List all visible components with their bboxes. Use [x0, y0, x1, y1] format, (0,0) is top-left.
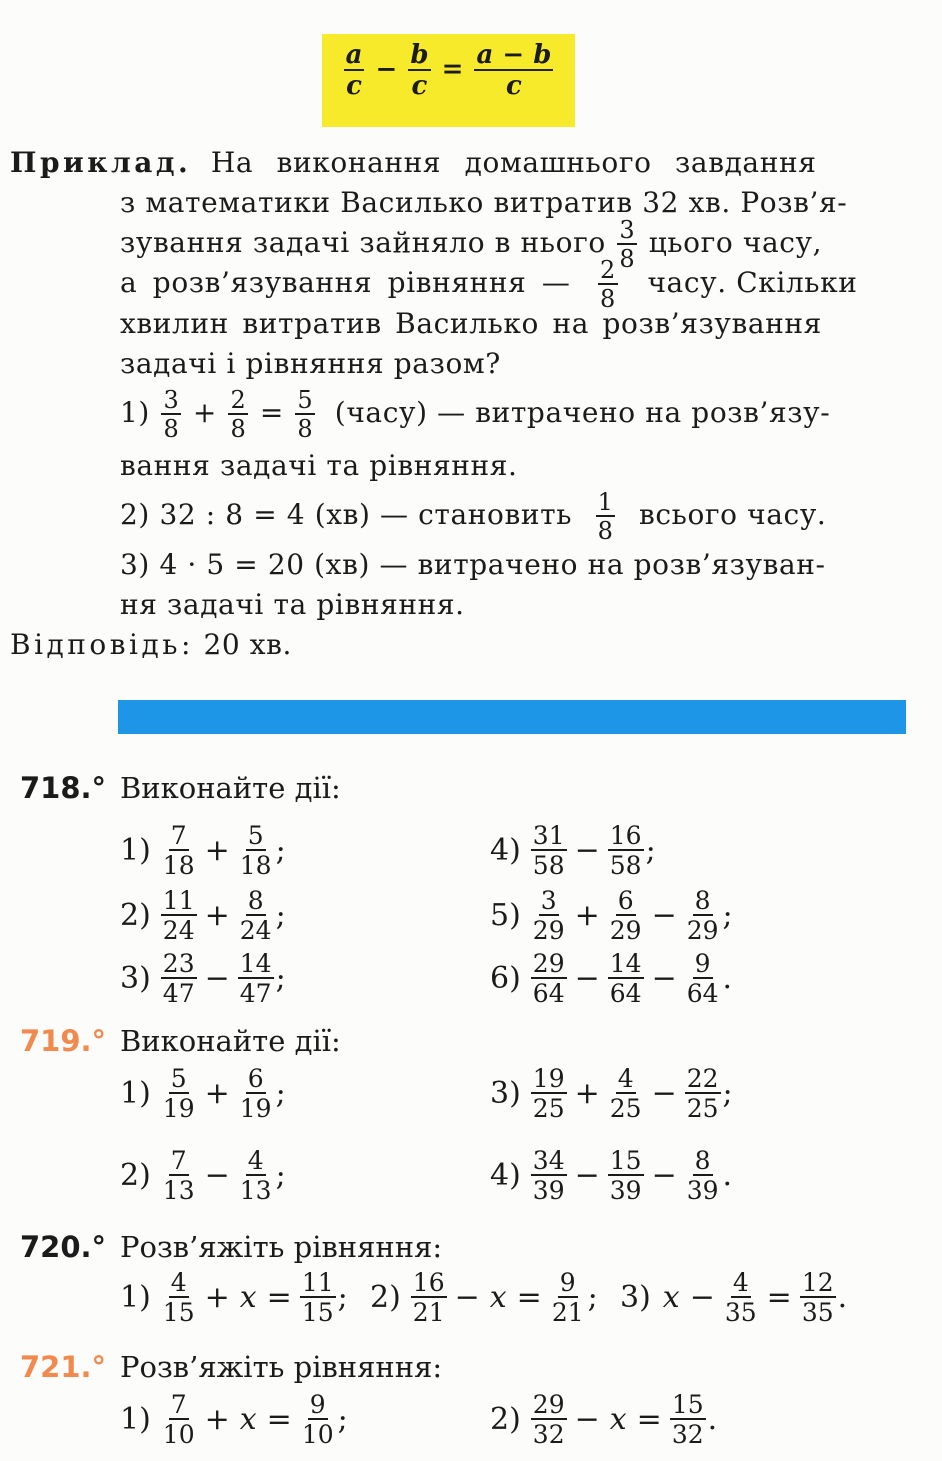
denominator: 32	[532, 1420, 565, 1449]
numerator: 7	[170, 821, 187, 850]
variable: x	[609, 1402, 627, 1437]
operator: =	[266, 1402, 292, 1437]
fraction	[550, 1270, 586, 1325]
ex719-item-2	[120, 1148, 286, 1203]
numerator: 29	[532, 1390, 565, 1419]
denominator: 10	[301, 1420, 334, 1449]
numerator: 34	[532, 1146, 565, 1175]
solution-step-2: 2) 32 : 8 = 4 (хв) — становить $\frac{1}{8}$ всього часу.	[120, 488, 827, 545]
numerator: 9	[559, 1268, 576, 1297]
denominator: 29	[609, 916, 642, 945]
ex720-item-3	[620, 1270, 847, 1325]
section-divider-bar	[118, 700, 906, 734]
terminator: ;	[275, 898, 286, 933]
fraction	[531, 1148, 567, 1203]
denominator: 29	[686, 916, 719, 945]
denominator: 64	[686, 979, 719, 1008]
item-label: 3)	[620, 1280, 651, 1315]
fraction	[238, 1066, 274, 1121]
example-line-6: задачі і рівняння разом?	[120, 347, 501, 380]
operator: +	[204, 833, 230, 868]
denominator: 13	[162, 1176, 195, 1205]
fraction	[238, 888, 274, 943]
item-label: 5)	[490, 898, 521, 933]
denominator: 15	[162, 1298, 195, 1327]
terminator: ;	[337, 1280, 348, 1315]
fraction	[608, 1066, 644, 1121]
denominator: 58	[609, 851, 642, 880]
fraction	[608, 823, 644, 878]
terminator: ;	[275, 1158, 286, 1193]
operator: +	[204, 1076, 230, 1111]
terminator: ;	[275, 1076, 286, 1111]
ex721-item-2	[490, 1392, 717, 1447]
ex718-item-4	[490, 823, 656, 878]
operator: =	[766, 1280, 792, 1315]
denominator: 64	[609, 979, 642, 1008]
numerator: 5	[247, 821, 264, 850]
item-label: 2)	[370, 1280, 401, 1315]
terminator: ;	[275, 961, 286, 996]
denominator: 19	[162, 1094, 195, 1123]
exercise-719-number: 719.°	[20, 1024, 107, 1058]
item-label: 1)	[120, 1280, 151, 1315]
item-label: 4)	[490, 1158, 521, 1193]
fraction	[531, 1066, 567, 1121]
operator: −	[651, 961, 677, 996]
numerator: 5	[170, 1064, 187, 1093]
numerator: 6	[617, 886, 634, 915]
fraction	[608, 888, 644, 943]
terminator: .	[707, 1402, 718, 1437]
denominator: 39	[532, 1176, 565, 1205]
fraction	[411, 1270, 447, 1325]
denominator: 47	[162, 979, 195, 1008]
fraction	[161, 888, 197, 943]
fraction	[161, 1148, 197, 1203]
denominator: 18	[239, 851, 272, 880]
numerator: 11	[162, 886, 195, 915]
denominator: 25	[609, 1094, 642, 1123]
terminator: ;	[645, 833, 656, 868]
operator: −	[574, 833, 600, 868]
ex718-item-2	[120, 888, 286, 943]
operator: −	[574, 961, 600, 996]
ex718-item-3	[120, 951, 286, 1006]
numerator: 9	[309, 1390, 326, 1419]
operator: −	[574, 1402, 600, 1437]
exercise-721-title: Розв’яжіть рівняння:	[120, 1350, 443, 1384]
fraction	[300, 1270, 336, 1325]
solution-step-1-cont: вання задачі та рівняння.	[120, 449, 518, 482]
denominator: 47	[239, 979, 272, 1008]
denominator: 35	[801, 1298, 834, 1327]
solution-step-1: 1) $\frac{3}{8}$ + $\frac{2}{8}$ = $\frac{5}{8}$ (часу) — витрачено на розв’язу-	[120, 386, 831, 443]
variable: x	[489, 1280, 507, 1315]
fraction	[685, 888, 721, 943]
denominator: 64	[532, 979, 565, 1008]
numerator: 6	[247, 1064, 264, 1093]
numerator: 8	[694, 886, 711, 915]
operator: −	[651, 1158, 677, 1193]
terminator: ;	[275, 833, 286, 868]
fraction	[608, 951, 644, 1006]
denominator: 21	[412, 1298, 445, 1327]
denominator: 29	[532, 916, 565, 945]
denominator: 32	[671, 1420, 704, 1449]
denominator: 58	[532, 851, 565, 880]
fraction	[238, 823, 274, 878]
operator: −	[689, 1280, 715, 1315]
numerator: 31	[532, 821, 565, 850]
operator: −	[454, 1280, 480, 1315]
example-line-3: зування задачі зайняло в нього $\frac{3}{8}$ цього часу,	[120, 216, 823, 273]
fraction	[161, 1392, 197, 1447]
fraction	[531, 1392, 567, 1447]
item-label: 4)	[490, 833, 521, 868]
numerator: 7	[170, 1146, 187, 1175]
formula-box	[322, 34, 575, 127]
denominator: 24	[239, 916, 272, 945]
denominator: 39	[686, 1176, 719, 1205]
fraction	[685, 1148, 721, 1203]
operator: =	[266, 1280, 292, 1315]
numerator: 8	[247, 886, 264, 915]
numerator: 14	[239, 949, 272, 978]
operator: +	[204, 1402, 230, 1437]
denominator: 15	[301, 1298, 334, 1327]
numerator: 15	[671, 1390, 704, 1419]
fraction	[161, 1066, 197, 1121]
denominator: 19	[239, 1094, 272, 1123]
exercise-718-title: Виконайте дії:	[120, 771, 341, 805]
numerator: 14	[609, 949, 642, 978]
example-line-1: Приклад. На виконання домашнього завдання	[10, 146, 817, 179]
item-label: 1)	[120, 833, 151, 868]
terminator: ;	[587, 1280, 598, 1315]
example-line-4: а розв’язування рівняння — $\frac{2}{8}$ часу. Скільки	[120, 256, 858, 313]
numerator: 8	[694, 1146, 711, 1175]
ex721-item-1	[120, 1392, 348, 1447]
answer-line: Відповідь: 20 хв.	[10, 628, 293, 661]
fraction	[531, 951, 567, 1006]
exercise-719-title: Виконайте дії:	[120, 1024, 341, 1058]
operator: −	[651, 1076, 677, 1111]
operator: −	[574, 1158, 600, 1193]
denominator: 25	[532, 1094, 565, 1123]
item-label: 6)	[490, 961, 521, 996]
operator: +	[204, 898, 230, 933]
numerator: 4	[617, 1064, 634, 1093]
numerator: 9	[694, 949, 711, 978]
denominator: 18	[162, 851, 195, 880]
numerator: 16	[412, 1268, 445, 1297]
numerator: 16	[609, 821, 642, 850]
fraction	[161, 951, 197, 1006]
denominator: 39	[609, 1176, 642, 1205]
numerator: 12	[801, 1268, 834, 1297]
variable: x	[239, 1402, 257, 1437]
numerator: 19	[532, 1064, 565, 1093]
exercise-720-title: Розв’яжіть рівняння:	[120, 1230, 443, 1264]
ex718-item-1	[120, 823, 286, 878]
terminator: ;	[722, 1076, 733, 1111]
ex718-item-6	[490, 951, 732, 1006]
exercise-720-number: 720.°	[20, 1230, 107, 1264]
numerator: 4	[170, 1268, 187, 1297]
operator: −	[651, 898, 677, 933]
fraction	[608, 1148, 644, 1203]
item-label: 3)	[120, 961, 151, 996]
fraction	[723, 1270, 759, 1325]
denominator: 10	[162, 1420, 195, 1449]
numerator: 4	[247, 1146, 264, 1175]
operator: −	[204, 1158, 230, 1193]
numerator: 23	[162, 949, 195, 978]
operator: =	[636, 1402, 662, 1437]
exercise-721-number: 721.°	[20, 1350, 107, 1384]
terminator: ;	[337, 1402, 348, 1437]
variable: x	[662, 1280, 680, 1315]
denominator: 25	[686, 1094, 719, 1123]
exercise-718-number: 718.°	[20, 771, 107, 805]
item-label: 2)	[490, 1402, 521, 1437]
fraction	[238, 1148, 274, 1203]
example-line-2: з математики Василько витратив 32 хв. Розв’я-	[120, 186, 848, 219]
solution-step-3-cont: ня задачі та рівняння.	[120, 588, 465, 621]
operator: +	[574, 1076, 600, 1111]
fraction	[238, 951, 274, 1006]
fraction	[800, 1270, 836, 1325]
variable: x	[239, 1280, 257, 1315]
item-label: 1)	[120, 1076, 151, 1111]
item-label: 2)	[120, 1158, 151, 1193]
fraction	[300, 1392, 336, 1447]
denominator: 21	[551, 1298, 584, 1327]
operator: +	[574, 898, 600, 933]
denominator: 24	[162, 916, 195, 945]
operator: =	[516, 1280, 542, 1315]
terminator: .	[837, 1280, 848, 1315]
item-label: 1)	[120, 1402, 151, 1437]
ex720-item-2	[370, 1270, 598, 1325]
item-label: 2)	[120, 898, 151, 933]
operator: +	[204, 1280, 230, 1315]
fraction	[670, 1392, 706, 1447]
subtraction-formula: $\frac{a}{c}$ − $\frac{b}{c}$ = $\frac{a - b}{c}$	[345, 40, 552, 101]
fraction	[161, 1270, 197, 1325]
operator: −	[204, 961, 230, 996]
terminator: .	[722, 961, 733, 996]
ex719-item-3	[490, 1066, 733, 1121]
fraction	[161, 823, 197, 878]
fraction	[685, 951, 721, 1006]
numerator: 4	[732, 1268, 749, 1297]
numerator: 22	[686, 1064, 719, 1093]
numerator: 15	[609, 1146, 642, 1175]
item-label: 3)	[490, 1076, 521, 1111]
denominator: 13	[239, 1176, 272, 1205]
fraction	[531, 888, 567, 943]
numerator: 29	[532, 949, 565, 978]
ex719-item-4	[490, 1148, 732, 1203]
fraction	[685, 1066, 721, 1121]
ex719-item-1	[120, 1066, 286, 1121]
ex720-item-1	[120, 1270, 348, 1325]
example-line-5: хвилин витратив Василько на розв’язування	[120, 307, 822, 340]
denominator: 35	[724, 1298, 757, 1327]
fraction	[531, 823, 567, 878]
terminator: .	[722, 1158, 733, 1193]
numerator: 7	[170, 1390, 187, 1419]
terminator: ;	[722, 898, 733, 933]
ex718-item-5	[490, 888, 733, 943]
solution-step-3: 3) 4 · 5 = 20 (хв) — витрачено на розв’язуван-	[120, 548, 826, 581]
numerator: 3	[540, 886, 557, 915]
numerator: 11	[301, 1268, 334, 1297]
